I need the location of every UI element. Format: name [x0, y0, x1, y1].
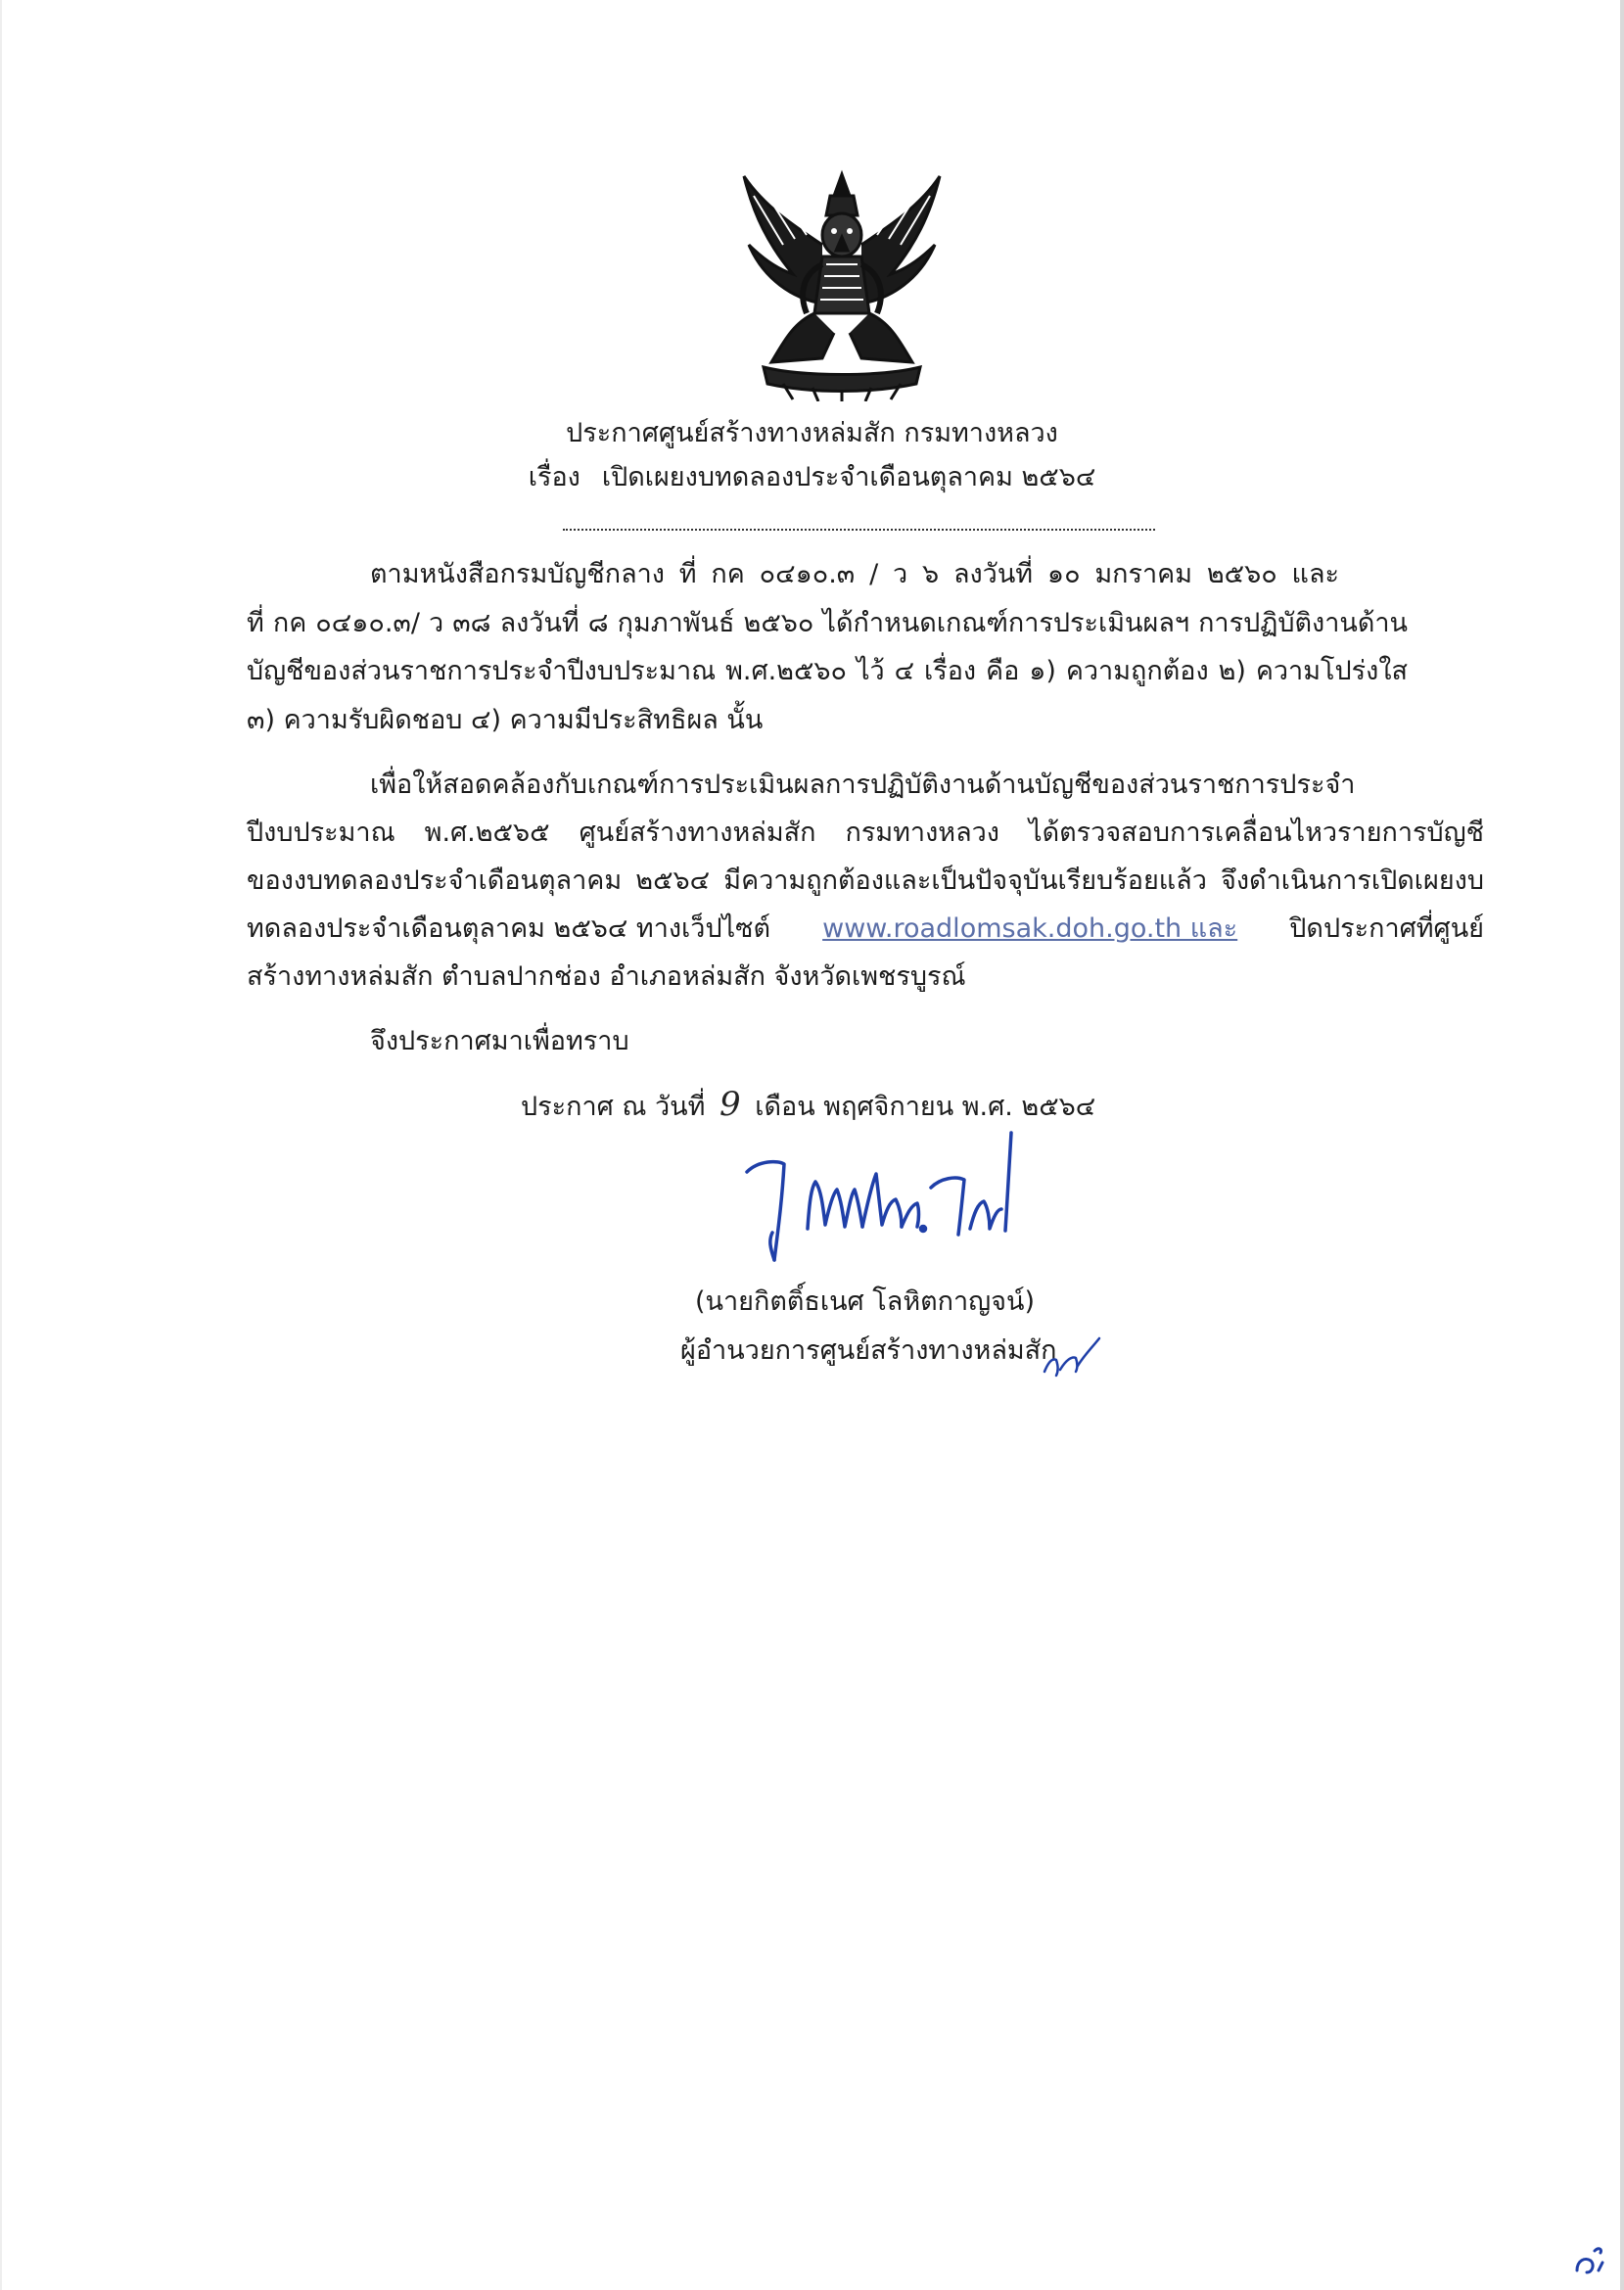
- dotted-divider: [563, 529, 1155, 531]
- website-link[interactable]: www.roadlomsak.doh.go.th และ: [822, 913, 1238, 944]
- page-edge-left: [0, 0, 2, 2290]
- subject-text: เปิดเผยงบทดลองประจำเดือนตุลาคม ๒๕๖๔: [601, 462, 1096, 492]
- date-prefix: ประกาศ ณ วันที่: [521, 1092, 706, 1122]
- handwritten-signature: [739, 1131, 1023, 1278]
- announcement-date: [521, 1085, 1095, 1127]
- initials-mark: [1041, 1327, 1101, 1380]
- paragraph-1-line-2: ที่ กค ๐๔๑๐.๓/ ว ๓๘ ลงวันที่ ๘ กุมภาพันธ์ ๒๕๖๐ ได้กำหนดเกณฑ์การประเมินผลฯ การปฏิบัติงานด้าน: [247, 608, 1408, 638]
- page-edge-right: [1620, 0, 1624, 2290]
- announcement-title: ประกาศศูนย์สร้างทางหล่มสัก กรมทางหลวง: [566, 418, 1058, 448]
- paragraph-2-line-4: [247, 910, 1484, 949]
- subject-label: เรื่อง: [528, 462, 580, 492]
- signer-name: (นายกิตติ์ธเนศ โลหิตกาญจน์): [695, 1286, 1035, 1317]
- paragraph-2-line-3: ของงบทดลองประจำเดือนตุลาคม ๒๕๖๔ มีความถูกต้องและเป็นปัจจุบันเรียบร้อยแล้ว จึงดำเนินการเปิดเผยงบ: [247, 865, 1484, 896]
- paragraph-2-line-2: ปีงบประมาณ พ.ศ.๒๕๖๕ ศูนย์สร้างทางหล่มสัก กรมทางหลวง ได้ตรวจสอบการเคลื่อนไหวรายการบัญชี: [247, 818, 1484, 848]
- announcement-subject: [0, 455, 1624, 497]
- date-suffix: เดือน พฤศจิกายน พ.ศ. ๒๕๖๔: [755, 1092, 1096, 1122]
- paragraph-2-line-4-tail: ปิดประกาศที่ศูนย์: [1289, 913, 1484, 944]
- paragraph-1-line-3: บัญชีของส่วนราชการประจำปีงบประมาณ พ.ศ.๒๕๖๐ ไว้ ๔ เรื่อง คือ ๑) ความถูกต้อง ๒) ความโปร่งใส: [247, 656, 1408, 686]
- corner-mark-icon: [1571, 2241, 1608, 2278]
- closing-statement: จึงประกาศมาเพื่อทราบ: [370, 1026, 629, 1056]
- paragraph-1-line-4: ๓) ความรับผิดชอบ ๔) ความมีประสิทธิผล นั้น: [247, 705, 764, 735]
- paragraph-1-line-1: ตามหนังสือกรมบัญชีกลาง ที่ กค ๐๔๑๐.๓ / ว ๖ ลงวันที่ ๑๐ มกราคม ๒๕๖๐ และ: [370, 559, 1339, 589]
- paragraph-2-line-5: สร้างทางหล่มสัก ตำบลปากช่อง อำเภอหล่มสัก จังหวัดเพชรบูรณ์: [247, 961, 966, 992]
- garuda-emblem-icon: [724, 166, 959, 401]
- date-day-handwritten: 9: [719, 1085, 741, 1124]
- paragraph-2-line-1: เพื่อให้สอดคล้องกับเกณฑ์การประเมินผลการปฏิบัติงานด้านบัญชีของส่วนราชการประจำ: [370, 770, 1356, 800]
- signer-title: ผู้อำนวยการศูนย์สร้างทางหล่มสัก: [680, 1335, 1057, 1366]
- paragraph-2-line-4-text: ทดลองประจำเดือนตุลาคม ๒๕๖๔ ทางเว็ปไซต์: [247, 913, 771, 944]
